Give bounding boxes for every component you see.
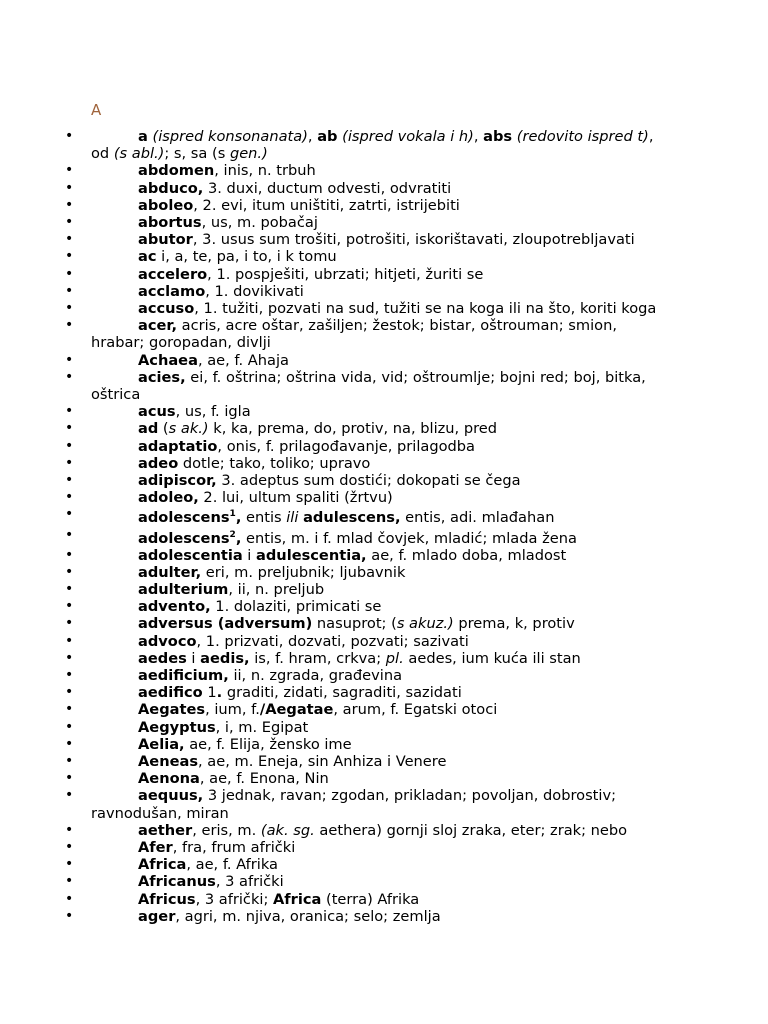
bullet-icon: • xyxy=(65,546,74,563)
headword-text: Africa xyxy=(273,890,322,908)
headword-text: adolescentia xyxy=(138,546,243,564)
definition-text: , ium, f. xyxy=(205,701,260,719)
definition-text: , us, m. pobačaj xyxy=(201,214,318,232)
italic-note: s akuz.) xyxy=(396,615,454,633)
definition-text: aedes, ium kuća ili stan xyxy=(403,649,581,667)
dictionary-entry xyxy=(65,890,671,908)
bullet-icon: • xyxy=(65,368,74,385)
definition-text: 1 xyxy=(202,684,217,702)
dictionary-entry xyxy=(65,489,671,507)
dictionary-entry xyxy=(65,196,671,214)
bullet-icon: • xyxy=(65,351,74,368)
headword-text: adipiscor, xyxy=(138,472,217,490)
definition-text: i xyxy=(186,649,201,667)
definition-text: entis, m. i f. mlad čovjek, mladić; mlada žena xyxy=(241,529,577,547)
headword-text: acclamo xyxy=(138,282,206,300)
definition-text: , 1. prizvati, dozvati, pozvati; sazivati xyxy=(196,632,469,650)
headword-text: /Aegatae xyxy=(259,701,334,719)
bullet-icon: • xyxy=(65,735,74,752)
bullet-icon: • xyxy=(65,248,74,265)
dictionary-entry xyxy=(65,472,671,490)
headword-text: advento, xyxy=(138,598,211,616)
dictionary-entry xyxy=(65,300,671,318)
headword-text: Africa xyxy=(138,856,187,874)
headword-text: Aegates xyxy=(138,701,206,719)
bullet-icon: • xyxy=(65,718,74,735)
homonym-number: 1 xyxy=(229,509,236,520)
headword-text: aedificium, xyxy=(138,667,229,685)
definition-text: , od xyxy=(91,128,654,163)
dictionary-entry-list xyxy=(65,128,671,925)
dictionary-entry xyxy=(65,615,671,633)
definition-text: , eris, m. xyxy=(192,821,261,839)
bullet-icon: • xyxy=(65,162,74,179)
definition-text: , 3. usus sum trošiti, potrošiti, iskorištavati, zloupotrebljavati xyxy=(192,231,635,249)
headword-text: adulter, xyxy=(138,563,202,581)
bullet-icon: • xyxy=(65,563,74,580)
definition-text: , 2. evi, itum uništiti, zatrti, istrijebiti xyxy=(193,196,460,214)
headword-text: Aelia, xyxy=(138,735,185,753)
dictionary-entry xyxy=(65,770,671,788)
dictionary-entry xyxy=(65,581,671,598)
definition-text: ei, f. oštrina; oštrina vida, vid; oštroumlje; bojni red; boj, bitka, oštrica xyxy=(91,368,646,404)
dictionary-entry xyxy=(65,526,671,547)
dictionary-entry xyxy=(65,787,671,822)
definition-text: ae, f. mlado doba, mladost xyxy=(366,546,567,564)
definition-text: dotle; tako, toliko; upravo xyxy=(178,454,371,472)
definition-text: 2. lui, ultum spaliti (žrtvu) xyxy=(198,489,393,507)
bullet-icon: • xyxy=(65,265,74,282)
bullet-icon: • xyxy=(65,581,74,597)
dictionary-entry xyxy=(65,873,671,891)
headword-text: ager xyxy=(138,907,176,925)
definition-text: , ae, f. Enona, Nin xyxy=(199,770,329,788)
dictionary-entry xyxy=(65,598,671,616)
italic-note: s ak.) xyxy=(168,420,209,438)
section-letter-heading: A xyxy=(91,101,102,119)
bullet-icon: • xyxy=(65,526,74,543)
definition-text: prema, k, protiv xyxy=(453,615,575,633)
bullet-icon: • xyxy=(65,821,74,838)
headword-text: acer, xyxy=(138,317,177,335)
bullet-icon: • xyxy=(65,856,74,873)
headword-text: , xyxy=(235,529,242,547)
bullet-icon: • xyxy=(65,753,74,770)
dictionary-entry xyxy=(65,351,671,369)
definition-text: , arum, f. Egatski otoci xyxy=(333,701,498,719)
dictionary-entry xyxy=(65,179,671,197)
definition-text: , xyxy=(473,128,484,145)
definition-text: i, a, te, pa, i to, i k tomu xyxy=(156,248,337,266)
italic-note: ili xyxy=(286,509,299,527)
definition-text: k, ka, prema, do, protiv, na, blizu, pred xyxy=(208,420,498,438)
bullet-icon: • xyxy=(65,684,74,701)
bullet-icon: • xyxy=(65,890,74,907)
headword-text: adolescens xyxy=(138,509,230,527)
definition-text: , 1. pospješiti, ubrzati; hitjeti, žuriti se xyxy=(207,265,484,283)
definition-text: 1. dolaziti, primicati se xyxy=(210,598,382,616)
definition-text: , fra, frum afrički xyxy=(172,839,296,857)
italic-note: pl. xyxy=(385,649,404,667)
dictionary-entry xyxy=(65,162,671,180)
definition-text: , 3 afrički; xyxy=(195,890,274,908)
headword-text: Africanus xyxy=(138,873,216,891)
headword-text: ad xyxy=(138,420,159,438)
definition-text: ae, f. Elija, žensko ime xyxy=(184,735,352,753)
dictionary-entry xyxy=(65,563,671,581)
definition-text: , onis, f. prilagođavanje, prilagodba xyxy=(217,437,475,455)
dictionary-entry xyxy=(65,420,671,438)
headword-text: Afer xyxy=(138,839,173,857)
italic-note: (s abl.) xyxy=(113,145,165,163)
bullet-icon: • xyxy=(65,196,74,213)
definition-text: entis, adi. mlađahan xyxy=(400,509,555,527)
headword-text: abortus xyxy=(138,214,202,232)
definition-text: 3. adeptus sum dostići; dokopati se čega xyxy=(216,472,521,490)
dictionary-entry xyxy=(65,684,671,702)
headword-text: abdomen xyxy=(138,162,215,180)
dictionary-entry xyxy=(65,907,671,925)
bullet-icon: • xyxy=(65,300,74,317)
headword-text: a xyxy=(138,128,148,145)
bullet-icon: • xyxy=(65,787,74,804)
definition-text: entis xyxy=(241,509,287,527)
bullet-icon: • xyxy=(65,839,74,856)
headword-text: adoleo, xyxy=(138,489,199,507)
definition-text: 3 jednak, ravan; zgodan, prikladan; povoljan, dobrostiv; ravnodušan, miran xyxy=(91,787,617,822)
headword-text: acus xyxy=(138,403,176,421)
definition-text: 3. duxi, ductum odvesti, odvratiti xyxy=(203,179,452,197)
definition-text: , ae, f. Ahaja xyxy=(197,351,289,369)
dictionary-entry xyxy=(65,403,671,421)
bullet-icon: • xyxy=(65,317,74,334)
bullet-icon: • xyxy=(65,179,74,196)
italic-note: (ispred vokala i h) xyxy=(337,128,474,145)
bullet-icon: • xyxy=(65,632,74,649)
headword-text: Achaea xyxy=(138,351,198,369)
bullet-icon: • xyxy=(65,770,74,787)
italic-note: (redovito ispred t) xyxy=(512,128,649,145)
dictionary-entry xyxy=(65,546,671,564)
definition-text: , i, m. Egipat xyxy=(215,718,309,736)
dictionary-entry xyxy=(65,735,671,753)
bullet-icon: • xyxy=(65,873,74,890)
headword-text: aedis, xyxy=(200,649,250,667)
headword-text: Aegyptus xyxy=(138,718,216,736)
bullet-icon: • xyxy=(65,701,74,718)
dictionary-entry xyxy=(65,368,671,404)
headword-text: Africus xyxy=(138,890,196,908)
definition-text: nasuprot; ( xyxy=(312,615,397,633)
bullet-icon: • xyxy=(65,598,74,615)
bullet-icon: • xyxy=(65,649,74,666)
dictionary-entry xyxy=(65,317,671,352)
dictionary-entry xyxy=(65,632,671,650)
headword-text: aboleo xyxy=(138,196,194,214)
definition-text: eri, m. preljubnik; ljubavnik xyxy=(201,563,406,581)
dictionary-entry xyxy=(65,128,671,163)
definition-text: aethera) gornji sloj zraka, eter; zrak; nebo xyxy=(314,821,628,839)
headword-text: Aeneas xyxy=(138,753,199,771)
headword-text: acies, xyxy=(138,368,186,386)
definition-text: , 1. dovikivati xyxy=(205,282,304,300)
headword-text: aether xyxy=(138,821,193,839)
italic-note: gen.) xyxy=(229,145,268,163)
dictionary-entry xyxy=(65,667,671,685)
headword-text: advoco xyxy=(138,632,197,650)
dictionary-entry xyxy=(65,248,671,266)
headword-text: aequus, xyxy=(138,787,204,805)
definition-text: is, f. hram, crkva; xyxy=(249,649,386,667)
dictionary-entry xyxy=(65,265,671,283)
dictionary-entry xyxy=(65,821,671,839)
definition-text: ii, n. zgrada, građevina xyxy=(228,667,403,685)
headword-text: accelero xyxy=(138,265,208,283)
definition-text: ; s, sa (s xyxy=(164,145,230,163)
bullet-icon: • xyxy=(65,907,74,924)
definition-text: , 3 afrički xyxy=(215,873,284,891)
dictionary-entry xyxy=(65,231,671,249)
italic-note: (ispred konsonanata) xyxy=(147,128,308,145)
headword-text: ab xyxy=(317,128,338,145)
bullet-icon: • xyxy=(65,489,74,506)
bullet-icon: • xyxy=(65,214,74,231)
dictionary-entry xyxy=(65,506,671,527)
bullet-icon: • xyxy=(65,615,74,632)
definition-text: , 1. tužiti, pozvati na sud, tužiti se na koga ili na što, koriti koga xyxy=(194,300,657,318)
headword-text: adulescentia, xyxy=(256,546,367,564)
bullet-icon: • xyxy=(65,437,74,454)
homonym-number: 2 xyxy=(229,529,236,540)
headword-text: abs xyxy=(483,128,513,145)
bullet-icon: • xyxy=(65,506,74,523)
headword-text: ac xyxy=(138,248,157,266)
dictionary-entry xyxy=(65,214,671,232)
headword-text: , xyxy=(235,509,242,527)
bullet-icon: • xyxy=(65,667,74,684)
bullet-icon: • xyxy=(65,420,74,437)
definition-text: , agri, m. njiva, oranica; selo; zemlja xyxy=(175,907,441,925)
headword-text: adulterium xyxy=(138,581,229,598)
headword-text: accuso xyxy=(138,300,195,318)
headword-text: adaptatio xyxy=(138,437,218,455)
headword-text: adeo xyxy=(138,454,179,472)
definition-text: , ae, m. Eneja, sin Anhiza i Venere xyxy=(198,753,447,771)
italic-note: (ak. sg. xyxy=(260,821,315,839)
bullet-icon: • xyxy=(65,472,74,489)
definition-text: , us, f. igla xyxy=(175,403,251,421)
headword-text: . xyxy=(216,684,223,702)
definition-text: , ii, n. preljub xyxy=(228,581,325,598)
dictionary-entry xyxy=(65,856,671,874)
dictionary-entry xyxy=(65,282,671,300)
headword-text: aedes xyxy=(138,649,187,667)
definition-text: graditi, zidati, sagraditi, sazidati xyxy=(222,684,462,702)
bullet-icon: • xyxy=(65,128,74,144)
bullet-icon: • xyxy=(65,282,74,299)
dictionary-entry xyxy=(65,454,671,472)
bullet-icon: • xyxy=(65,403,74,420)
bullet-icon: • xyxy=(65,231,74,248)
definition-text: acris, acre oštar, zašiljen; žestok; bistar, oštrouman; smion, hrabar; goropadan, divlji xyxy=(91,317,617,352)
headword-text: adversus (adversum) xyxy=(138,615,313,633)
headword-text: abutor xyxy=(138,231,193,249)
dictionary-entry xyxy=(65,718,671,736)
dictionary-entry xyxy=(65,753,671,771)
definition-text: (terra) Afrika xyxy=(321,890,420,908)
bullet-icon: • xyxy=(65,454,74,471)
definition-text: i xyxy=(242,546,257,564)
definition-text: , xyxy=(307,128,318,145)
dictionary-entry xyxy=(65,437,671,455)
headword-text: Aenona xyxy=(138,770,200,788)
headword-text: aedifico xyxy=(138,684,203,702)
dictionary-entry xyxy=(65,649,671,667)
dictionary-entry xyxy=(65,701,671,719)
dictionary-entry xyxy=(65,839,671,857)
headword-text: adulescens, xyxy=(303,509,401,527)
definition-text: ( xyxy=(158,420,169,438)
headword-text: abduco, xyxy=(138,179,204,197)
headword-text: adolescens xyxy=(138,529,230,547)
definition-text: , ae, f. Afrika xyxy=(186,856,278,874)
definition-text: , inis, n. trbuh xyxy=(214,162,316,180)
